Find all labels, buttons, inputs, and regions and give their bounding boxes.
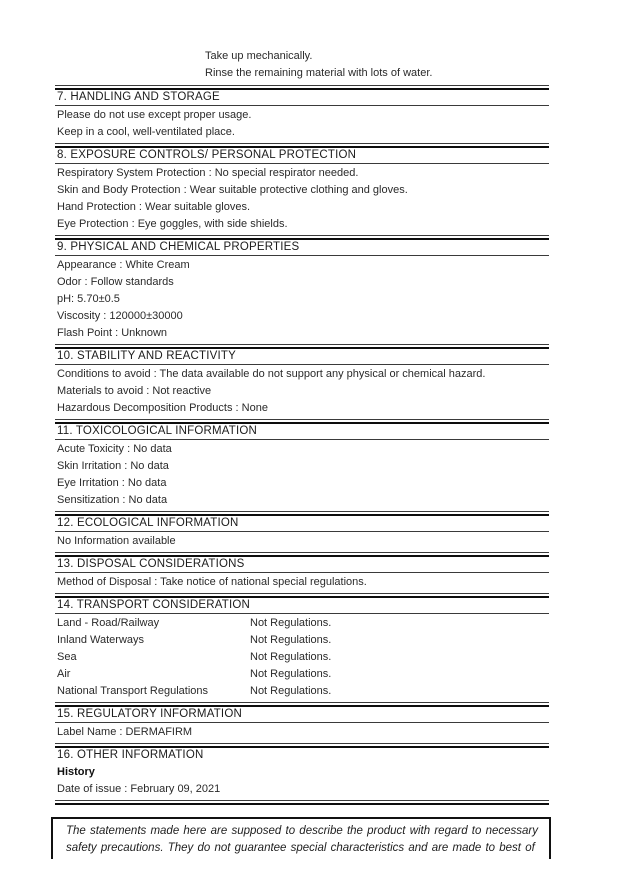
section-physical-chemical [55,238,549,345]
section-transport [55,596,549,703]
section-line: Label Name : DERMAFIRM [57,726,193,738]
disclaimer-line: safety precautions. They do not guarantee special characteristics and are made to best of [66,842,535,854]
transport-mode: National Transport Regulations [57,685,209,697]
section-title: 15. REGULATORY INFORMATION [55,705,549,723]
section-line: Acute Toxicity : No data [57,443,172,455]
section-line: No Information available [57,535,176,547]
section-title: 11. TOXICOLOGICAL INFORMATION [55,422,549,440]
section-title: 7. HANDLING AND STORAGE [55,88,549,106]
transport-mode: Air [57,668,71,680]
section-handling-storage [55,88,549,144]
section-title: 14. TRANSPORT CONSIDERATION [55,596,549,614]
section-line: Flash Point : Unknown [57,327,168,339]
section-title: 13. DISPOSAL CONSIDERATIONS [55,555,549,573]
disclaimer-box [51,817,551,859]
transport-status: Not Regulations. [250,617,332,629]
intro-line: Take up mechanically. [205,50,313,62]
transport-status: Not Regulations. [250,685,332,697]
section-title: 16. OTHER INFORMATION [55,746,549,763]
section-regulatory [55,705,549,744]
section-title: 10. STABILITY AND REACTIVITY [55,347,549,365]
transport-row [55,666,549,683]
section-line: Appearance : White Cream [57,259,190,271]
disclaimer-line: The statements made here are supposed to describe the product with regard to necessary [66,825,538,837]
section-line: Odor : Follow standards [57,276,174,288]
section-toxicological [55,422,549,512]
section-6-continuation [55,48,549,86]
transport-mode: Sea [57,651,77,663]
section-line: Eye Irritation : No data [57,477,167,489]
transport-mode: Inland Waterways [57,634,145,646]
section-title: 12. ECOLOGICAL INFORMATION [55,514,549,532]
section-line: Please do not use except proper usage. [57,109,252,121]
section-other-information [55,746,549,801]
section-line: Hand Protection : Wear suitable gloves. [57,201,251,213]
section-exposure-controls [55,146,549,236]
section-line: Keep in a cool, well-ventilated place. [57,126,235,138]
transport-row [55,632,549,649]
section-disposal [55,555,549,594]
transport-row [55,615,549,632]
section-title: 9. PHYSICAL AND CHEMICAL PROPERTIES [55,238,549,256]
section-line: Sensitization : No data [57,494,168,506]
section-ecological [55,514,549,553]
transport-mode: Land - Road/Railway [57,617,160,629]
transport-row [55,683,549,700]
section-line: pH: 5.70±0.5 [57,293,120,305]
section-line: Conditions to avoid : The data available do not support any physical or chemical hazard. [57,368,486,380]
transport-status: Not Regulations. [250,668,332,680]
transport-status: Not Regulations. [250,634,332,646]
section-stability-reactivity [55,347,549,420]
intro-line: Rinse the remaining material with lots of water. [205,67,433,79]
section-line: Skin Irritation : No data [57,460,169,472]
section-line: Skin and Body Protection : Wear suitable protective clothing and gloves. [57,184,408,196]
document-end-rule [55,803,549,805]
section-line: Respiratory System Protection : No special respirator needed. [57,167,359,179]
transport-status: Not Regulations. [250,651,332,663]
transport-row [55,649,549,666]
section-line: Materials to avoid : Not reactive [57,385,212,397]
section-line: Hazardous Decomposition Products : None [57,402,268,414]
section-line: Method of Disposal : Take notice of national special regulations. [57,576,367,588]
section-line: Eye Protection : Eye goggles, with side shields. [57,218,288,230]
section-title: 8. EXPOSURE CONTROLS/ PERSONAL PROTECTION [55,146,549,164]
section-line: Date of issue : February 09, 2021 [57,783,221,795]
document-content [55,48,549,859]
section-line: Viscosity : 120000±30000 [57,310,183,322]
history-subheading: History [57,766,95,778]
